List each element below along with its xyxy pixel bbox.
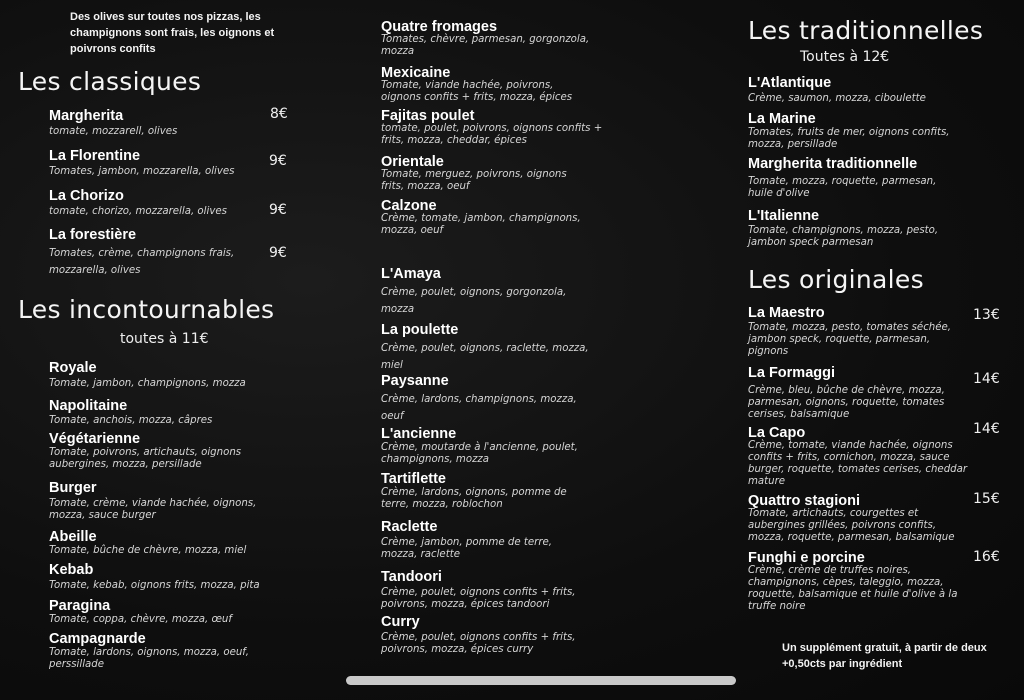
item-name: Orientale <box>381 154 444 170</box>
item-description: Tomate, anchois, mozza, câpres <box>49 415 213 426</box>
item-description: Crème, poulet, oignons, raclette, mozza, miel <box>381 343 589 371</box>
item-name: Curry <box>381 614 420 630</box>
menu-item <box>748 305 968 358</box>
item-description: Tomate, poivrons, artichauts, oignons aubergines, mozza, persillade <box>49 447 242 470</box>
menu-item <box>381 19 601 58</box>
item-name: Kebab <box>49 562 94 578</box>
item-name: Raclette <box>381 519 438 535</box>
item-price: 14€ <box>973 421 1000 437</box>
item-description: tomate, chorizo, mozzarella, olives <box>49 206 227 217</box>
item-name: Tandoori <box>381 569 442 585</box>
menu-item <box>49 188 264 218</box>
item-name: Margherita traditionnelle <box>748 156 918 172</box>
item-description: Tomates, fruits de mer, oignons confits, mozza, persillade <box>748 127 950 150</box>
item-description: Tomates, jambon, mozzarella, olives <box>49 166 235 177</box>
item-description: Tomates, crème, champignons frais, mozzarella, olives <box>49 248 235 276</box>
item-name: Végétarienne <box>49 431 141 447</box>
item-name: L'ancienne <box>381 426 457 442</box>
item-name: La forestière <box>49 227 137 243</box>
menu-item <box>748 111 973 151</box>
item-description: Tomate, merguez, poivrons, oignons frits, mozza, oeuf <box>381 169 567 192</box>
item-description: Tomate, mozza, pesto, tomates séchée, jambon speck, roquette, parmesan, pignons <box>748 322 952 357</box>
menu-item <box>748 208 963 249</box>
menu-item <box>49 360 289 390</box>
section-subtitle: Toutes à 12€ <box>800 49 890 65</box>
menu-item <box>381 471 591 511</box>
item-description: Tomate, viande hachée, poivrons, oignons confits + frits, mozza, épices <box>381 80 573 103</box>
item-name: Margherita <box>49 108 124 124</box>
item-name: Fajitas poulet <box>381 108 475 124</box>
item-price: 9€ <box>269 153 287 169</box>
menu-item <box>49 431 264 471</box>
item-description: Tomate, kebab, oignons frits, mozza, pita <box>49 580 260 591</box>
item-price: 9€ <box>269 202 287 218</box>
item-description: Crème, saumon, mozza, ciboulette <box>748 93 926 104</box>
section-subtitle: toutes à 11€ <box>120 331 209 347</box>
menu-item <box>49 227 254 279</box>
item-name: Napolitaine <box>49 398 128 414</box>
item-name: La Formaggi <box>748 365 836 381</box>
item-description: Crème, moutarde à l'ancienne, poulet, champignons, mozza <box>381 442 578 465</box>
menu-item <box>381 154 591 193</box>
menu-item <box>49 529 289 557</box>
item-name: Quattro stagioni <box>748 493 860 509</box>
menu-item <box>748 493 973 544</box>
menu-item <box>381 322 611 374</box>
item-name: Abeille <box>49 529 97 545</box>
menu-item <box>748 550 968 613</box>
menu-item <box>49 398 289 427</box>
item-name: Burger <box>49 480 97 496</box>
section-title-traditionnelles: Les traditionnelles <box>748 16 984 45</box>
item-name: La Maestro <box>748 305 825 321</box>
menu-item <box>381 108 611 147</box>
item-description: Tomate, lardons, oignons, mozza, oeuf, perssillade <box>49 647 249 670</box>
item-price: 9€ <box>269 245 287 261</box>
menu-item <box>49 108 249 138</box>
item-name: Paysanne <box>381 373 449 389</box>
item-name: La poulette <box>381 322 459 338</box>
section-title-classiques: Les classiques <box>18 67 202 96</box>
item-name: Paragina <box>49 598 111 614</box>
section-title-originales: Les originales <box>748 265 924 294</box>
item-description: Tomate, coppa, chèvre, mozza, œuf <box>49 614 232 625</box>
item-description: Crème, tomate, jambon, champignons, mozza, oeuf <box>381 213 581 236</box>
item-name: L'Atlantique <box>748 75 832 91</box>
item-name: Mexicaine <box>381 65 451 81</box>
menu-item <box>49 562 289 592</box>
menu-item <box>381 65 596 104</box>
item-name: La Florentine <box>49 148 141 164</box>
item-price: 14€ <box>973 371 1000 387</box>
menu-item <box>748 75 973 105</box>
item-description: Tomate, mozza, roquette, parmesan, huile d'olive <box>748 176 937 199</box>
item-name: Royale <box>49 360 97 376</box>
item-description: Crème, poulet, oignons, gorgonzola, mozza <box>381 287 567 315</box>
menu-item <box>748 365 963 421</box>
menu-item <box>49 598 289 626</box>
item-description: tomate, mozzarell, olives <box>49 126 178 137</box>
item-name: Funghi e porcine <box>748 550 865 566</box>
item-description: tomate, poulet, poivrons, oignons confits + frits, mozza, cheddar, épices <box>381 123 603 146</box>
supplement-note: Un supplément gratuit, à partir de deux +0,50cts par ingrédient <box>782 642 987 670</box>
menu-item <box>381 373 596 425</box>
item-description: Tomate, jambon, champignons, mozza <box>49 378 246 389</box>
item-description: Crème, poulet, oignons confits + frits, poivrons, mozza, épices tandoori <box>381 587 576 610</box>
item-description: Crème, jambon, pomme de terre, mozza, raclette <box>381 537 553 560</box>
item-description: Crème, tomate, viande hachée, oignons confits + frits, cornichon, mozza, sauce burger, roquette, tomates cerises, cheddar mature <box>748 440 968 487</box>
item-name: Calzone <box>381 198 437 214</box>
item-name: Tartiflette <box>381 471 446 487</box>
item-description: Tomate, artichauts, courgettes et aubergines grillées, poivrons confits, mozza, roquette, parmesan, balsamique <box>748 508 955 543</box>
home-indicator-bar[interactable] <box>346 676 736 685</box>
section-title-incontournables: Les incontournables <box>18 295 275 324</box>
item-name: La Chorizo <box>49 188 124 204</box>
item-description: Tomate, bûche de chèvre, mozza, miel <box>49 545 247 556</box>
item-name: La Capo <box>748 425 806 441</box>
menu-item <box>381 569 596 611</box>
item-name: Quatre fromages <box>381 19 498 35</box>
item-name: L'Italienne <box>748 208 820 224</box>
menu-item <box>748 156 963 200</box>
menu-item <box>748 425 968 488</box>
menu-item <box>49 631 279 671</box>
item-description: Tomates, chèvre, parmesan, gorgonzola, mozza <box>381 34 590 57</box>
item-name: Campagnarde <box>49 631 146 647</box>
menu-item <box>49 480 279 522</box>
item-name: La Marine <box>748 111 816 127</box>
menu-item <box>381 614 596 656</box>
item-price: 15€ <box>973 491 1000 507</box>
item-description: Crème, lardons, champignons, mozza, oeuf <box>381 394 577 422</box>
item-description: Crème, bleu, bûche de chèvre, mozza, parmesan, oignons, roquette, tomates cerises, balsamique <box>748 385 945 420</box>
item-description: Crème, poulet, oignons confits + frits, poivrons, mozza, épices curry <box>381 632 576 655</box>
item-description: Tomate, crème, viande hachée, oignons, mozza, sauce burger <box>49 498 257 521</box>
menu-item <box>49 148 264 178</box>
item-name: L'Amaya <box>381 266 441 282</box>
item-description: Crème, lardons, oignons, pomme de terre, mozza, roblochon <box>381 487 567 510</box>
item-description: Crème, crème de truffes noires, champignons, cèpes, taleggio, mozza, roquette, balsamique et huile d'olive à la truffe noire <box>748 565 958 612</box>
menu-item <box>381 519 591 561</box>
menu-item <box>381 426 606 466</box>
item-price: 16€ <box>973 549 1000 565</box>
menu-item <box>381 198 611 237</box>
item-description: Tomate, champignons, mozza, pesto, jambon speck parmesan <box>748 225 939 248</box>
item-price: 13€ <box>973 307 1000 323</box>
menu-item <box>381 266 596 318</box>
item-price: 8€ <box>270 106 288 122</box>
olives-note: Des olives sur toutes nos pizzas, les champignons sont frais, les oignons et poivrons confits <box>70 11 275 55</box>
